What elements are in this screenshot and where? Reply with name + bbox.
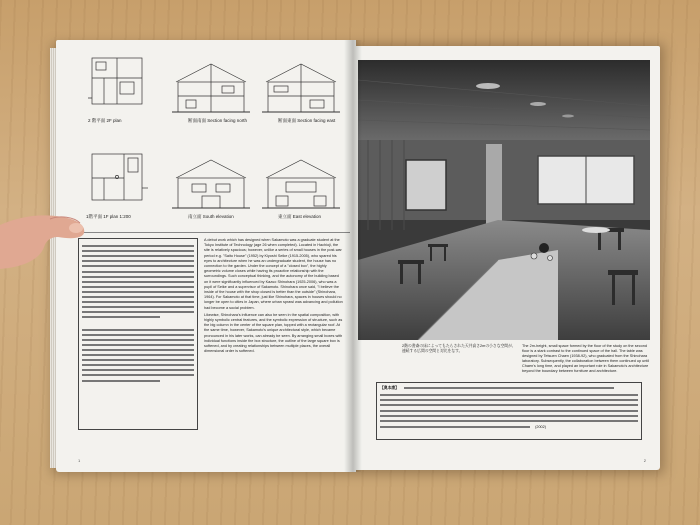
east-elevation-drawing (262, 158, 340, 212)
commentary-label: 【奥本康】 (380, 386, 399, 390)
english-text-column (204, 238, 344, 434)
caption-south-elevation: 南立面 South elevation (188, 214, 234, 219)
caption-plan-2f: 2 階平面 2F plan (88, 118, 122, 123)
photo-caption-japanese: 2階の書斎の床によってもたらされた天井高さ2mの小さな空間が、連続する広間の空間と対比をなす。 (402, 344, 516, 353)
caption-section-north: 断面南面 Section facing north (188, 118, 248, 123)
plan-2f-drawing (84, 52, 156, 114)
photo-caption-english: The 2m-height, small space formed by the floor of the study on the second floor is a stark contrast to the continued space of the hall. The table was designed by Tetsuen Chaen (1938-92), who graduated from the Shinohara laboratory. Subsequently, the collaboration between them continued up until Chaen's long time, and played an important role in Sakamoto's architecture beyond the boundary between furniture and architecture. (522, 344, 650, 373)
interior-photo (358, 60, 650, 340)
english-paragraph-2: Likewise, Shinohara's influence can also be seen in the spatial composition, with highly symbolic central features, and the symbolic expression of structure, such as the big column in the center of the square plan, topped with a rectangular roof. At the same time, however, Sakamoto's unique architectural style, which became pronounced in his later works, can already be seen. By arranging small boxes with individual functions inside the box structure, the outline of the large square box is softened, and by creating relationships between multiple places, the overall dimensional order is softened. (204, 312, 343, 354)
south-elevation-drawing (172, 158, 250, 212)
book-gutter (344, 40, 362, 472)
plan-1f-drawing (84, 148, 156, 210)
commentary-year: (2002) (535, 424, 547, 429)
separator-line (64, 232, 350, 233)
left-page (56, 40, 356, 472)
caption-plan-1f: 1階平面 1F plan 1:200 (86, 214, 131, 219)
right-page (352, 46, 660, 470)
right-page-number: 2 (643, 458, 646, 463)
japanese-text-column (78, 238, 198, 430)
english-paragraph-1: A debut work which has designed when Sakamoto was a graduate student at the Tokyo Institute of Technology (age 26 when completed). Located in Hachioji, the site is relatively spacious; however, unlike a series of small houses in the post-war period e.g. "Saito House" (1952) by Kiyoshi Seike (1915-2005), who spared his eyes to architecture when he was an undergraduate student, the house has no connection to the garden. Under the concept of a "closed box", the highly geometric volume closes while having its proactive relationship with the surroundings. Such conceptual thinking, and the autonomy of the building based on it were significantly influenced by Kazuo Shinohara (1925-2006), who was a pupil of Seike and a supervisor of Sakamoto. Shinohara once said, "I believe the inside of the house with the shop closed is better than the outside" (Shinohara, 1964). For Sakamoto at that time, just like Shinohara, spaces in houses should no longer be open to cities in Japan, where urban sprawl was advancing and pollution had become a social problem. (204, 238, 343, 310)
left-page-number: 1 (78, 458, 81, 463)
commentary-box (376, 382, 642, 440)
caption-east-elevation: 東立面 East elevation (278, 214, 322, 219)
caption-section-east: 断面東面 Section facing east (278, 118, 336, 123)
section-east-drawing (262, 62, 340, 116)
section-north-drawing (172, 62, 250, 116)
hand-holding-page (0, 207, 88, 273)
interior-photo-image (358, 60, 650, 340)
